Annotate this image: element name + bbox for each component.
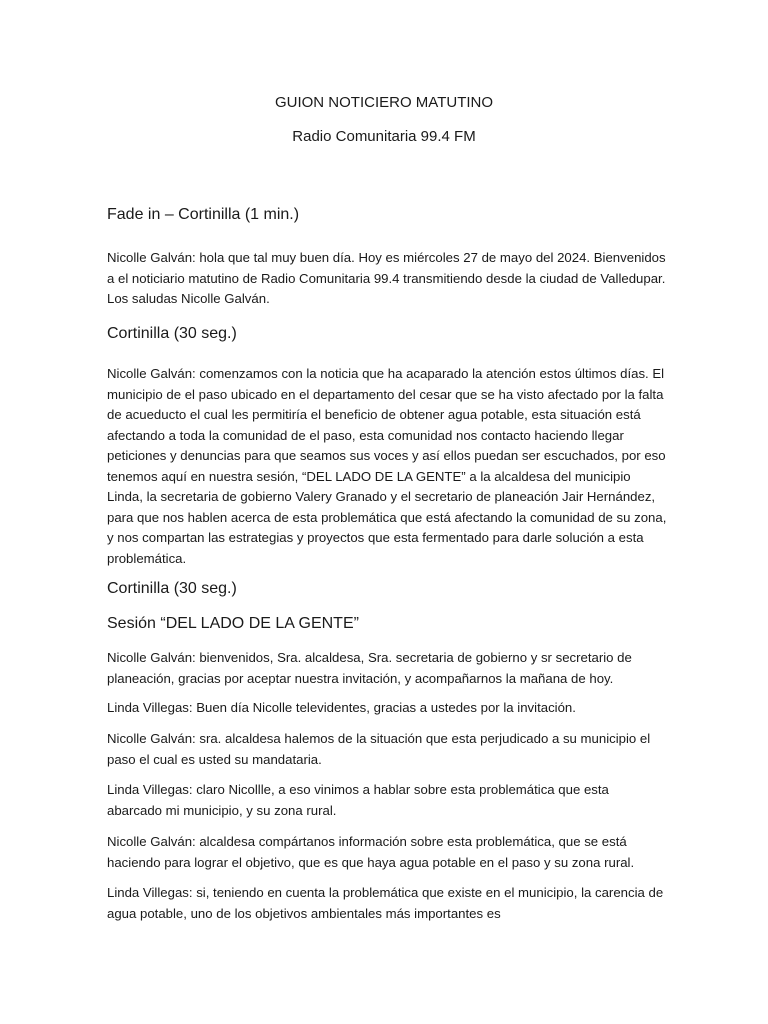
paragraph-intro: Nicolle Galván: hola que tal muy buen día. Hoy es miércoles 27 de mayo del 2024. Bienvenidos a el noticiario matutino de Radio Comunitaria 99.4 transmitiendo desde la ciudad de Valledupar. Los saludas Nicolle Galván. xyxy=(107,250,666,306)
section-heading-fade-in: Fade in – Cortinilla (1 min.) xyxy=(107,206,300,223)
paragraph-dialogue: Nicolle Galván: sra. alcaldesa halemos de la situación que esta perjudicado a su municipio el paso el cual es usted su mandataria. xyxy=(107,731,651,767)
paragraph-dialogue: Nicolle Galván: alcaldesa compártanos información sobre esta problemática, que se está haciendo para lograr el objetivo, que es que haya agua potable en el paso y su zona rural. xyxy=(107,834,635,870)
paragraph-noticia: Nicolle Galván: comenzamos con la noticia que ha acaparado la atención estos últimos días. El municipio de el paso ubicado en el departamento del cesar que se ha visto afectado por la falta de acueducto el cual les permitiría el beneficio de obtener agua potable, esta situación está afectando a toda la comunidad de el paso, esta comunidad nos contacto haciendo llegar peticiones y denuncias para que seamos sus voces y así ellos puedan ser escuchados, por eso tenemos aquí en nuestra sesión, “DEL LADO DE LA GENTE” a la alcaldesa del municipio Linda, la secretaria de gobierno Valery Granado y el secretario de planeación Jair Hernández, para que nos hablen acerca de esta problemática que está afectando la comunidad de su zona, y nos compartan las estrategias y proyectos que esta fermentado para darle solución a esta problemática. xyxy=(107,366,667,566)
section-heading-cortinilla-2: Cortinilla (30 seg.) xyxy=(107,580,237,597)
section-heading-cortinilla: Cortinilla (30 seg.) xyxy=(107,325,237,342)
paragraph-dialogue: Nicolle Galván: bienvenidos, Sra. alcaldesa, Sra. secretaria de gobierno y sr secretario de planeación, gracias por aceptar nuestra invitación, y acompañarnos la mañana de hoy. xyxy=(107,650,632,686)
paragraph-dialogue: Linda Villegas: Buen día Nicolle televidentes, gracias a ustedes por la invitación. xyxy=(107,700,576,715)
section-heading-sesion: Sesión “DEL LADO DE LA GENTE” xyxy=(107,615,359,632)
paragraph-dialogue: Linda Villegas: claro Nicollle, a eso vinimos a hablar sobre esta problemática que esta abarcado mi municipio, y su zona rural. xyxy=(107,782,609,818)
document-subtitle: Radio Comunitaria 99.4 FM xyxy=(292,128,476,145)
document-title: GUION NOTICIERO MATUTINO xyxy=(274,94,494,111)
paragraph-dialogue: Linda Villegas: si, teniendo en cuenta la problemática que existe en el municipio, la carencia de agua potable, uno de los objetivos ambientales más importantes es xyxy=(107,885,664,921)
